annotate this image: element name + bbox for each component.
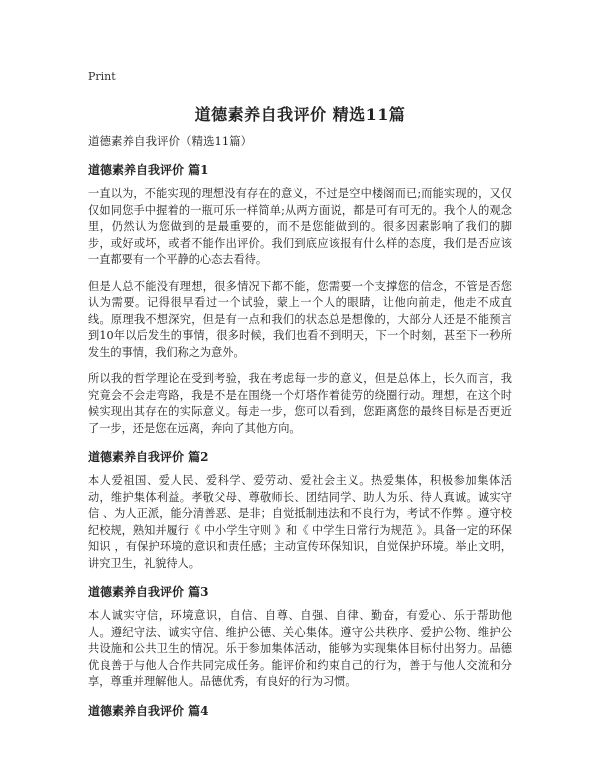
document-body (88, 162, 512, 731)
section-heading: 道德素养自我评价 篇4 (88, 703, 209, 718)
print-link[interactable]: Print (88, 70, 116, 83)
paragraph: 本人诚实守信，环境意识，自信、自尊、自强、自律、勤奋，有爱心、乐于帮助他人。遵纪守法、诚实守信、维护公德、关心集体。遵守公共秩序、爱护公物、维护公共设施和公共卫生的情况。乐于参加集体活动，能够为实现集体目标付出努力。品德优良善于与他人合作共同完成任务。能评价和约束自己的行为，善于与他人交流和分享，尊重并理解他人。品德优秀，有良好的行为习惯。 (88, 609, 512, 688)
section-heading: 道德素养自我评价 篇3 (88, 585, 209, 599)
paragraph: 一直以为，不能实现的理想没有存在的意义，不过是空中楼阁而已;而能实现的，又仅仅如同您手中握着的一瓶可乐一样简单;从两方面说，都是可有可无的。我个人的观念里，仍然认为您做到的是最重要的，而不是您能做到的。很多因素影响了我们的脚步，或好或坏，或者不能作出评价。我们到底应该报有什么样的态度，我们是否应该一直都要有一个平静的心态去看待。 (88, 187, 512, 266)
paragraph: 所以我的哲学理论在受到考验，我在考虑每一步的意义，但是总体上，长久而言，我究竟会不会走弯路，我是不是在围绕一个灯塔作着徒劳的绕圈行动。理想，在这个时候实现出其存在的实际意义。每走一步，您可以看到，您距离您的最终目标是否更近了一步，还是您在远离，奔向了其他方向。 (88, 372, 512, 435)
section-1 (88, 162, 512, 437)
section-heading: 道德素养自我评价 篇2 (88, 450, 209, 464)
document-subtitle: 道德素养自我评价（精选11篇） (88, 134, 253, 148)
section-heading: 道德素养自我评价 篇1 (88, 163, 209, 177)
paragraph: 本人爱祖国、爱人民、爱科学、爱劳动、爱社会主义。热爱集体，积极参加集体活动，维护集体利益。孝敬父母、尊敬师长、团结同学、助人为乐、待人真诚。诚实守信 、为人正派，能分清善恶、是非；自觉抵制违法和不良行为，考试不作弊 。遵守校纪校规，熟知并履行《 中小学生守则 》和《 中学生日常行为规范 》。具备一定的环保知识 ，有保护环境的意识和责任感；主动宣传环保知识，自觉保护环境。举止文明，讲究卫生，礼貌待人。 (88, 474, 512, 570)
section-2 (88, 449, 512, 572)
paragraph: 但是人总不能没有理想，很多情况下都不能，您需要一个支撑您的信念，不管是否您认为需要。记得很早看过一个试验，蒙上一个人的眼睛，让他向前走，他走不成直线。原理我不想深究，但是有一点和我们的状态总是想像的，大部分人还是不能预言到10年以后发生的事情，很多时候，我们也看不到明天，下一个时刻，甚至下一秒所发生的事情，我们称之为意外。 (88, 279, 512, 359)
section-3 (88, 584, 512, 691)
page-title: 道德素养自我评价 精选11篇 (194, 105, 406, 124)
section-4 (88, 703, 512, 719)
